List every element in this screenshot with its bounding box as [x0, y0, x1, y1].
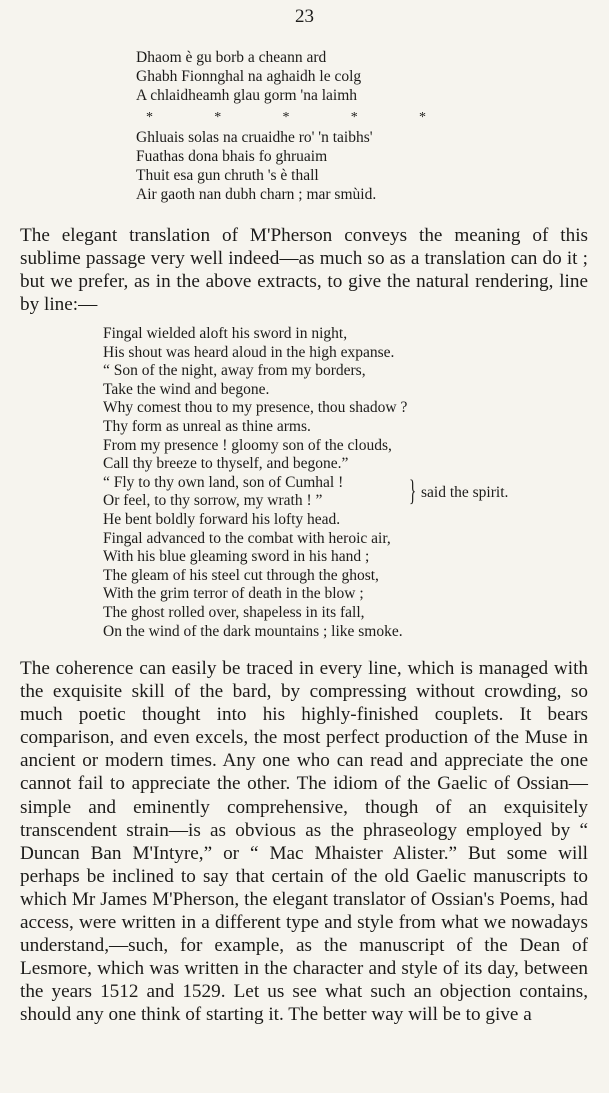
brace-annotation: said the spirit. — [421, 483, 509, 501]
translation-line: Fingal wielded aloft his sword in night, — [103, 325, 348, 342]
gaelic-line: Air gaoth nan dubh charn ; mar smùid. — [136, 186, 377, 203]
translation-line: Take the wind and begone. — [103, 380, 270, 398]
asterisk: * — [350, 110, 358, 125]
gaelic-line: Ghabh Fionnghal na aghaidh le colg — [136, 68, 362, 85]
gaelic-line: Fuathas dona bhais fo ghruaim — [136, 148, 328, 165]
asterisk-divider — [136, 108, 426, 127]
gaelic-line: Dhaom è gu borb a cheann ard — [136, 49, 327, 66]
translation-line: With his blue gleaming sword in his hand ; — [103, 548, 370, 566]
translation-line: Why comest thou to my presence, thou shadow ? — [103, 399, 408, 417]
body-paragraph-1 — [20, 224, 588, 316]
body-paragraph-2 — [20, 657, 588, 1027]
translation-line: On the wind of the dark mountains ; like smoke. — [103, 622, 403, 640]
translation-line: His shout was heard aloud in the high expanse. — [103, 343, 395, 361]
translation-line: Thy form as unreal as thine arms. — [103, 417, 311, 435]
asterisk: * — [282, 110, 290, 125]
translation-line: The gleam of his steel cut through the ghost, — [103, 566, 379, 584]
asterisk: * — [146, 110, 153, 125]
translation-line: Or feel, to thy sorrow, my wrath ! ” — [103, 492, 323, 510]
translation-line: Fingal advanced to the combat with heroic air, — [103, 529, 391, 547]
translation-line: “ Fly to thy own land, son of Cumhal ! — [103, 473, 344, 491]
gaelic-line: Thuit esa gun chruth 's è thall — [136, 167, 319, 184]
translation-line: With the grim terror of death in the blow ; — [103, 585, 364, 603]
braced-dialogue — [103, 473, 509, 511]
translation-line: Call thy breeze to thyself, and begone.” — [103, 455, 349, 473]
translation-line: The ghost rolled over, shapeless in its fall, — [103, 603, 365, 621]
translation-line: From my presence ! gloomy son of the clouds, — [103, 436, 392, 454]
paragraph-text: The coherence can easily be traced in every line, which is managed with the exquisite skill of the bard, by compressing without crowding, so much poetic thought into his highly-finished couplets. It bears comparison, and even excels, the most perfect production of the Muse in ancient or modern times. Any one who can read and appreciate the one cannot fail to appreciate the other. The idiom of the Gaelic of Ossian—simple and eminently comprehensive, though of an exquisitely transcendent strain—is as obvious as the phraseology employed by “ Duncan Ban M'Intyre,” or “ Mac Mhaister Alister.” But some will perhaps be inclined to say that certain of the old Gaelic manuscripts to which Mr James M'Pherson, the elegant translator of Ossian's Poems, had access, were written in a different type and style from what we nowadays understand,—such, for example, as the manuscript of the Dean of Lesmore, which was written in the character and style of its day, between the years 1512 and 1529. Let us see what such an objection contains, should any one think of starting it. The better way will be to give a — [20, 658, 588, 1026]
right-brace-icon: } — [409, 473, 417, 507]
gaelic-verse — [136, 48, 426, 204]
paragraph-text: The elegant translation of M'Pherson conveys the meaning of this sublime passage very well indeed—as much so as a translation can do it ; but we prefer, as in the above extracts, to give the natural rendering, line by line:— — [20, 225, 588, 315]
translation-line: He bent boldly forward his lofty head. — [103, 510, 341, 528]
english-translation-verse — [103, 325, 509, 641]
gaelic-line: A chlaidheamh glau gorm 'na laimh — [136, 87, 358, 104]
asterisk: * — [419, 110, 426, 125]
asterisk: * — [214, 110, 222, 125]
gaelic-line: Ghluais solas na cruaidhe ro' 'n taibhs' — [136, 129, 373, 146]
page-number: 23 — [295, 6, 314, 27]
translation-line: “ Son of the night, away from my borders, — [103, 362, 366, 380]
